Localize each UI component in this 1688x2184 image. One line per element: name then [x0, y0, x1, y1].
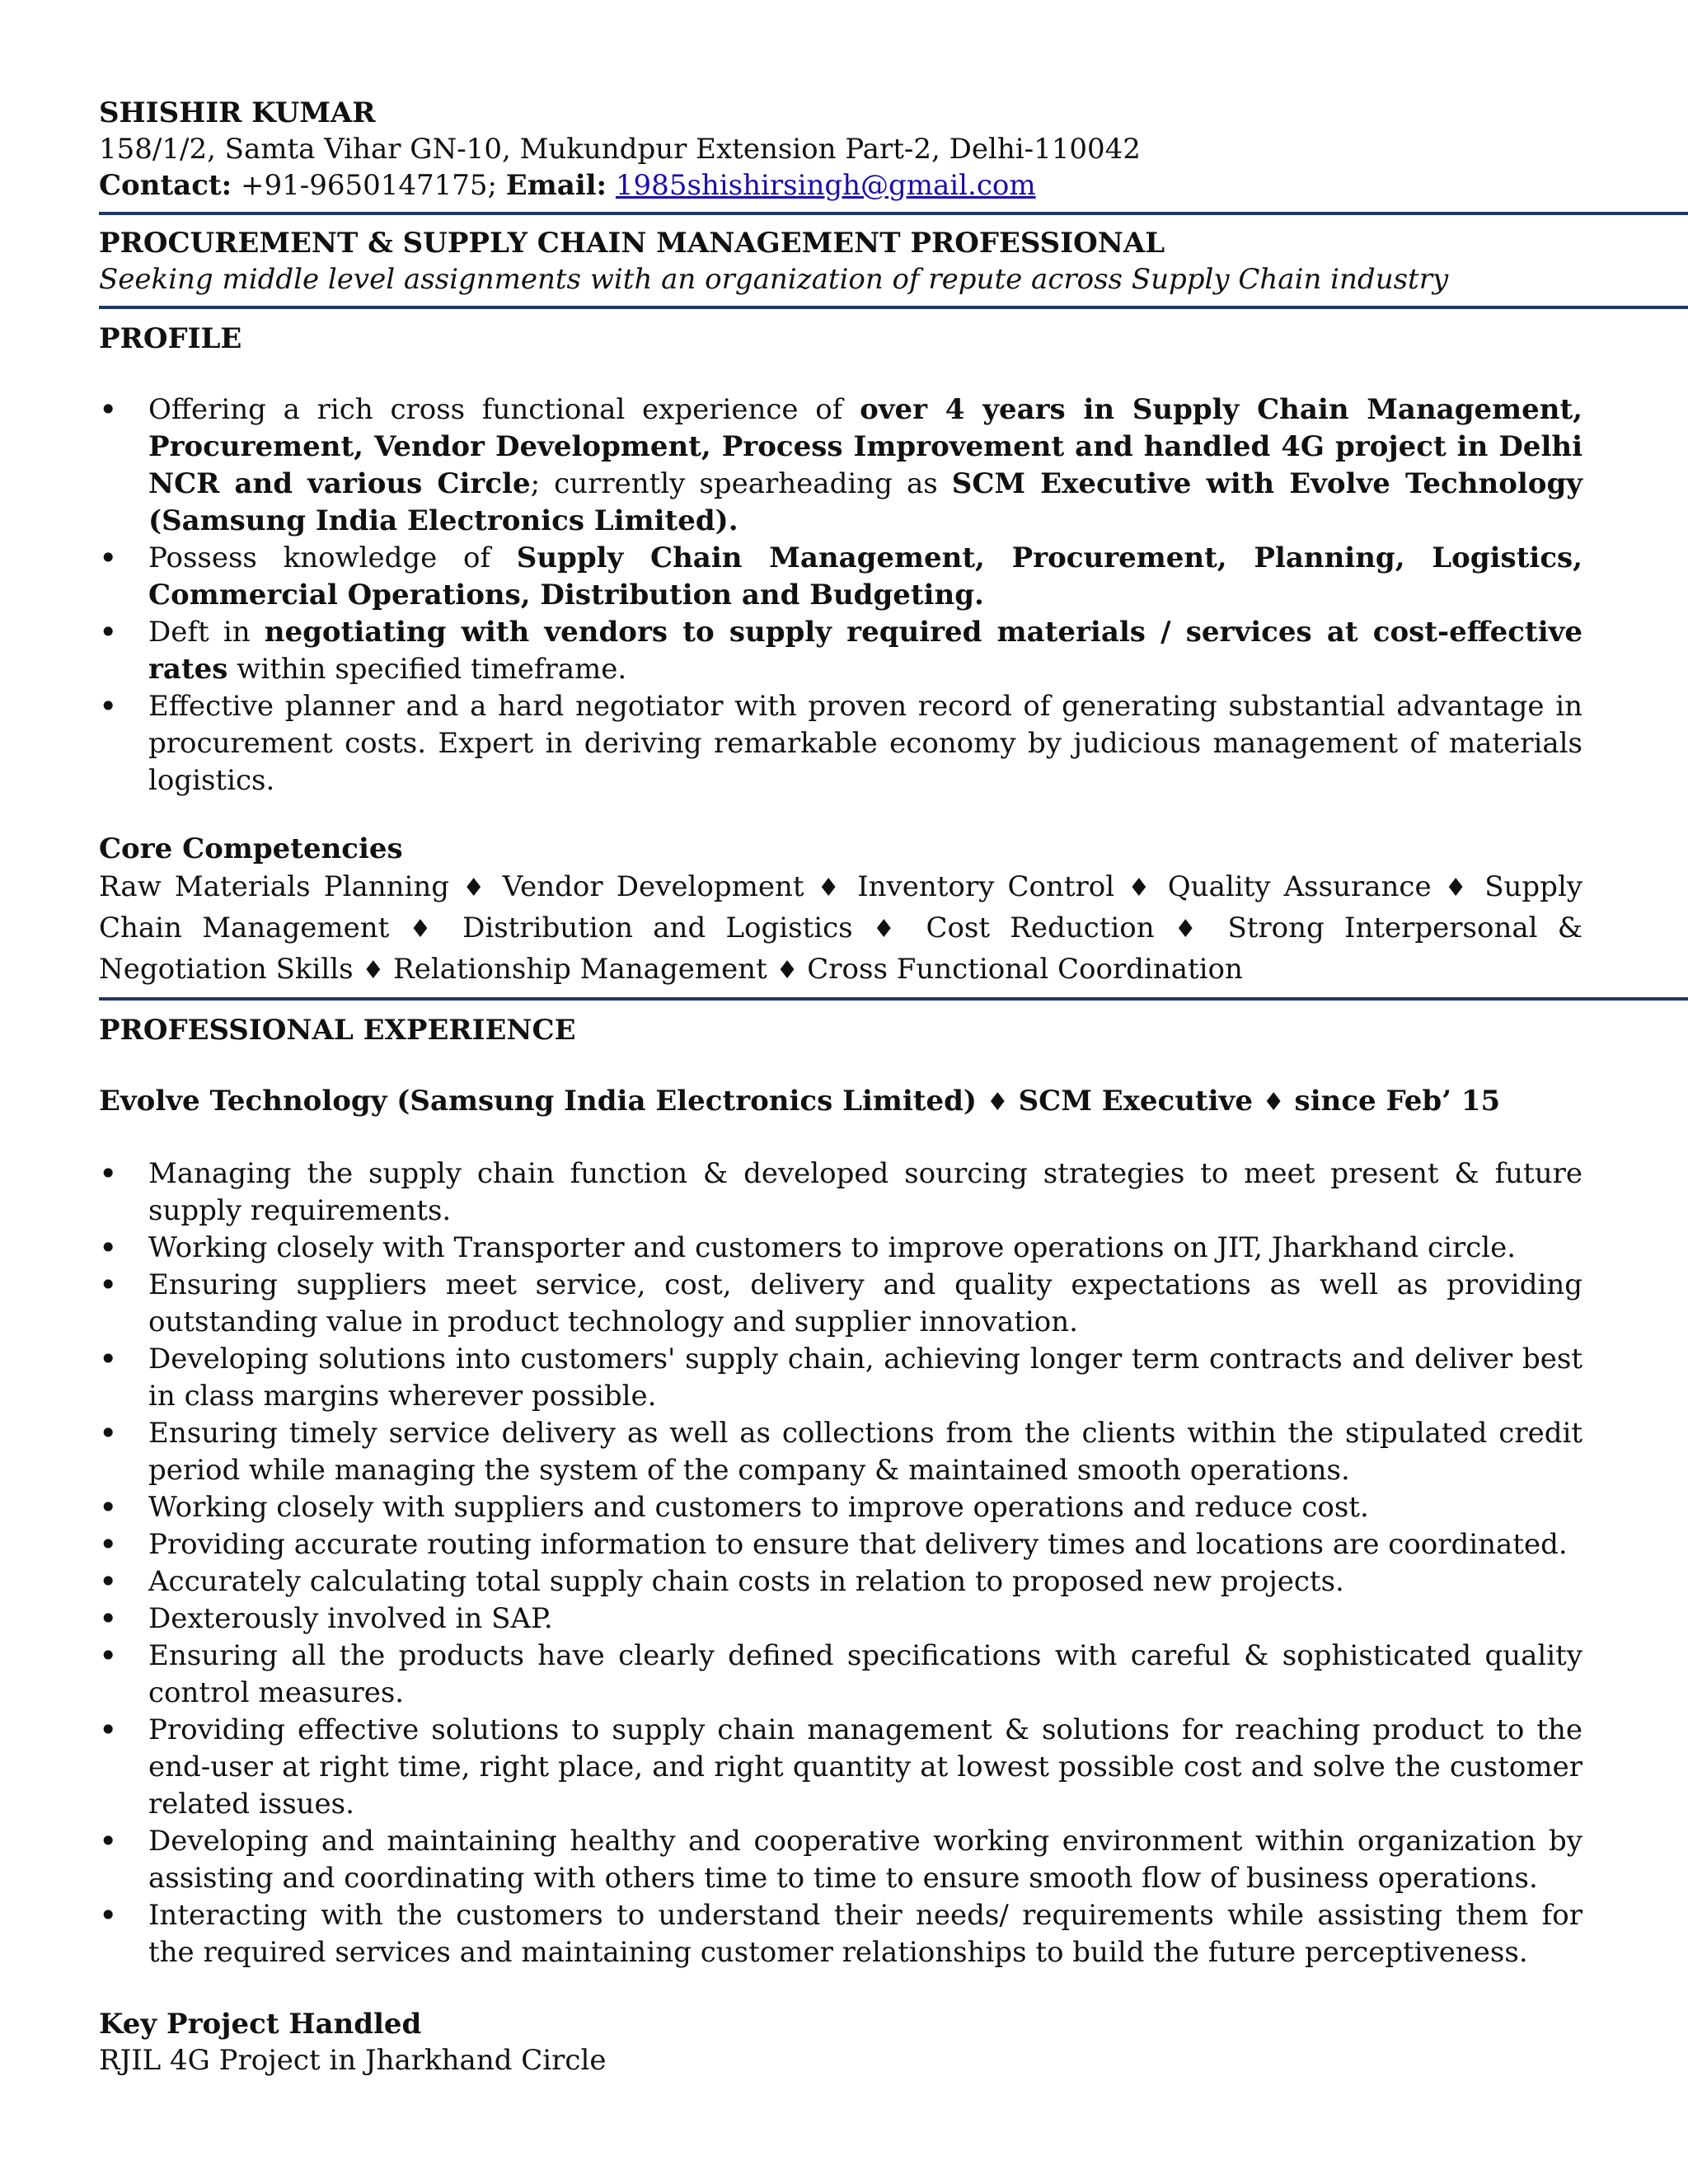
list-item: • Effective planner and a hard negotiator with proven record of generating substantial advantage in procurement costs. Expert in deriving remarkable economy by judicious management of materials logistics. — [99, 688, 1582, 799]
diamond-icon: ♦ — [1174, 915, 1208, 944]
list-item: • Ensuring all the products have clearly defined specifications with careful & sophisticated quality control measures. — [99, 1638, 1582, 1712]
competencies-list — [99, 867, 1582, 991]
headline: PROCUREMENT & SUPPLY CHAIN MANAGEMENT PROFESSIONAL — [99, 227, 1165, 260]
list-item: • Managing the supply chain function & developed sourcing strategies to meet present & future supply requirements. — [99, 1155, 1582, 1230]
diamond-icon: ♦ — [1128, 874, 1155, 902]
list-item: • Working closely with Transporter and customers to improve operations on JIT, Jharkhand circle. — [99, 1230, 1582, 1267]
diamond-icon: ♦ — [986, 1088, 1009, 1117]
key-project-heading: Key Project Handled — [99, 2008, 422, 2041]
competency: Cost Reduction — [926, 912, 1155, 944]
email-link[interactable]: 1985shishirsingh@gmail.com — [615, 169, 1036, 202]
list-item: • Ensuring suppliers meet service, cost, delivery and quality expectations as well as providing outstanding value in product technology and supplier innovation. — [99, 1267, 1582, 1341]
list-item: • Ensuring timely service delivery as well as collections from the clients within the stipulated credit period while managing the system of the company & maintained smooth operations. — [99, 1415, 1582, 1489]
list-item: • Working closely with suppliers and customers to improve operations and reduce cost. — [99, 1489, 1582, 1526]
competency: Distribution and Logistics — [462, 912, 853, 944]
list-item: • Dexterously involved in SAP. — [99, 1601, 1582, 1638]
profile-list — [99, 391, 1582, 799]
competency: Supply Chain Management — [99, 870, 1583, 944]
diamond-icon: ♦ — [362, 956, 385, 985]
diamond-icon: ♦ — [462, 874, 490, 902]
address: 158/1/2, Samta Vihar GN-10, Mukundpur Extension Part-2, Delhi-110042 — [99, 133, 1141, 166]
competency: Strong Interpersonal & Negotiation Skills — [99, 912, 1582, 986]
list-item: • Deft in negotiating with vendors to supply required materials / services at cost-effective rates within specified timeframe. — [99, 614, 1582, 688]
diamond-icon: ♦ — [1444, 874, 1472, 902]
diamond-icon: ♦ — [776, 956, 799, 985]
resume-page — [99, 95, 1582, 2079]
diamond-icon: ♦ — [1262, 1088, 1285, 1117]
list-item: • Developing solutions into customers' supply chain, achieving longer term contracts and deliver best in class margins wherever possible. — [99, 1341, 1582, 1415]
role: SCM Executive — [1018, 1085, 1253, 1118]
since-date: since Feb’ 15 — [1294, 1085, 1501, 1118]
diamond-icon: ♦ — [817, 874, 844, 902]
phone: +91-9650147175; — [240, 169, 497, 202]
divider — [99, 306, 1688, 309]
competencies-heading: Core Competencies — [99, 832, 403, 865]
list-item: • Accurately calculating total supply chain costs in relation to proposed new projects. — [99, 1563, 1582, 1601]
contact-line — [99, 167, 1582, 204]
competency: Quality Assurance — [1167, 870, 1432, 903]
divider — [99, 212, 1688, 215]
candidate-name: SHISHIR KUMAR — [99, 96, 376, 129]
competency: Inventory Control — [857, 870, 1115, 903]
key-project-text: RJIL 4G Project in Jharkhand Circle — [99, 2044, 607, 2077]
job-title-line — [99, 1083, 1582, 1121]
list-item: • Interacting with the customers to understand their needs/ requirements while assisting them for the required services and maintaining customer relationships to build the future perceptiveness. — [99, 1897, 1582, 1971]
contact-label: Contact: — [99, 169, 232, 202]
divider — [99, 997, 1688, 1001]
competency: Cross Functional Coordination — [807, 953, 1243, 986]
company: Evolve Technology (Samsung India Electronics Limited) — [99, 1085, 978, 1118]
diamond-icon: ♦ — [872, 915, 907, 944]
experience-heading: PROFESSIONAL EXPERIENCE — [99, 1014, 576, 1047]
competency: Vendor Development — [502, 870, 804, 903]
objective: Seeking middle level assignments with an organization of repute across Supply Chain industry — [99, 263, 1449, 296]
list-item: • Developing and maintaining healthy and cooperative working environment within organization by assisting and coordinating with others time to time to ensure smooth flow of business operations. — [99, 1823, 1582, 1897]
list-item: • Providing effective solutions to supply chain management & solutions for reaching product to the end-user at right time, right place, and right quantity at lowest possible cost and solve the customer related issues. — [99, 1712, 1582, 1823]
competency: Relationship Management — [393, 953, 767, 986]
experience-list — [99, 1155, 1582, 1971]
diamond-icon: ♦ — [409, 915, 443, 944]
list-item: • Possess knowledge of Supply Chain Management, Procurement, Planning, Logistics, Commercial Operations, Distribution and Budgeting. — [99, 540, 1582, 614]
email-label: Email: — [505, 169, 607, 202]
profile-heading: PROFILE — [99, 322, 242, 355]
list-item: • Offering a rich cross functional experience of over 4 years in Supply Chain Management, Procurement, Vendor Development, Process Improvement and handled 4G project in Delhi NCR and various Circle; currently spearheading as SCM Executive with Evolve Technology (Samsung India Electronics Limited). — [99, 391, 1582, 540]
competency: Raw Materials Planning — [99, 870, 450, 903]
list-item: • Providing accurate routing information to ensure that delivery times and locations are coordinated. — [99, 1526, 1582, 1563]
